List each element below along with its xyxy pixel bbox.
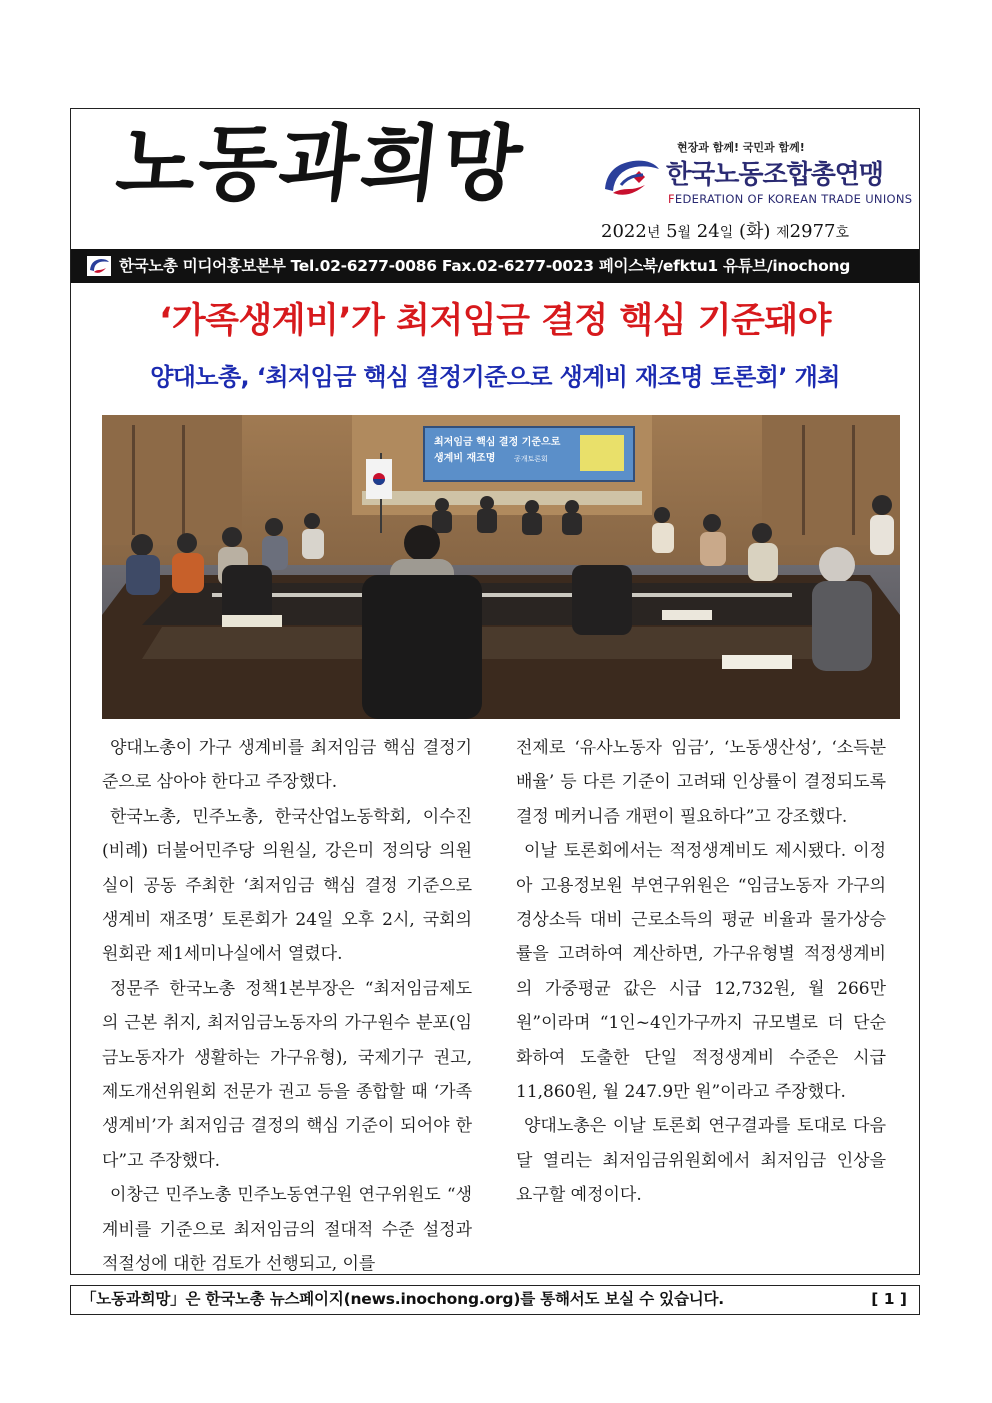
masthead bbox=[71, 109, 919, 247]
article-paragraph: 한국노총, 민주노총, 한국산업노동학회, 이수진(비례) 더불어민주당 의원실, 강은미 정의당 의원실이 공동 주최한 ‘최저임금 핵심 결정 기준으로 생계비 재조명’ 토론회가 24일 오후 2시, 국회의원회관 제1세미나실에서 열렸다. bbox=[102, 806, 472, 965]
federation-logo-icon bbox=[599, 155, 663, 203]
federation-name: 한국노동조합총연맹 bbox=[666, 160, 884, 190]
contact-bar bbox=[71, 249, 919, 283]
newsletter-page bbox=[70, 108, 920, 1275]
article-headline: ‘가족생계비’가 최저임금 결정 핵심 기준돼야 bbox=[159, 301, 831, 341]
federation-english-rest: EDERATION OF KOREAN TRADE UNIONS bbox=[674, 192, 913, 206]
article-paragraph: 양대노총은 이날 토론회 연구결과를 토대로 다음달 열리는 최저임금위원회에서 최저임금 인상을 요구할 예정이다. bbox=[516, 1116, 886, 1206]
issue-number: 2977 bbox=[789, 221, 836, 242]
federation-small-logo-icon bbox=[87, 256, 111, 276]
newsletter-title: 노동과희망 bbox=[111, 116, 529, 212]
article-body-right-column bbox=[516, 731, 886, 1213]
contact-bar-text: 한국노총 미디어홍보본부 Tel.02-6277-0086 Fax.02-6277-0023 페이스북/efktu1 유튜브/inochong bbox=[119, 257, 850, 275]
date-year: 2022 bbox=[601, 221, 647, 242]
date-day: 24 bbox=[696, 221, 720, 242]
footer-text: 「노동과희망」은 한국노총 뉴스페이지(news.inochong.org)를 통해서도 보실 수 있습니다. bbox=[81, 1290, 724, 1308]
article-paragraph: 전제로 ‘유사노동자 임금’, ‘노동생산성’, ‘소득분배율’ 등 다른 기준이 고려돼 인상률이 결정되도록 결정 메커니즘 개편이 필요하다”고 강조했다. bbox=[516, 738, 886, 827]
photo-banner-line1: 최저임금 핵심 결정 기준으로 bbox=[434, 437, 561, 448]
photo-banner-line2: 생계비 재조명 bbox=[434, 453, 496, 464]
article-paragraph: 이날 토론회에서는 적정생계비도 제시됐다. 이정아 고용정보원 부연구위원은 “임금노동자 가구의 경상소득 대비 근로소득의 평균 비율과 물가상승률을 고려하여 계산하면, 가구유형별 적정생계비의 가중평균 값은 시급 12,732원, 월 266만 원”이라며 “1인~4인가구까지 규모별로 더 단순화하여 도출한 단일 적정생계비 수준은 시급 11,860원, 월 247.9만 원”이라고 주장했다. bbox=[516, 841, 886, 1103]
conference-room-photo bbox=[102, 415, 900, 719]
federation-slogan: 현장과 함께! 국민과 함께! bbox=[677, 141, 805, 154]
photo-banner-tag: 공개토론회 bbox=[514, 455, 548, 463]
issue-unit: 호 bbox=[835, 225, 850, 241]
date-weekday: (화) bbox=[738, 221, 771, 242]
date-year-unit: 년 bbox=[646, 225, 661, 241]
page-number: [ 1 ] bbox=[871, 1290, 907, 1308]
article-photo bbox=[102, 415, 900, 719]
federation-english-name bbox=[668, 192, 912, 206]
article-paragraph: 정문주 한국노총 정책1본부장은 “최저임금제도의 근본 취지, 최저임금노동자의 가구원수 분포(임금노동자가 생활하는 가구유형), 국제기구 권고, 제도개선위원회 전문가 권고 등을 종합할 때 ‘가족생계비’가 최저임금 결정의 핵심 기준이 되어야 한다”고 주장했다. bbox=[102, 978, 472, 1171]
federation-english-initial: F bbox=[668, 192, 675, 206]
article-subheadline: 양대노총, ‘최저임금 핵심 결정기준으로 생계비 재조명 토론회’ 개최 bbox=[150, 363, 840, 391]
article-paragraph: 양대노총이 가구 생계비를 최저임금 핵심 결정기준으로 삼아야 한다고 주장했다. bbox=[102, 738, 472, 793]
date-day-unit: 일 bbox=[719, 225, 734, 241]
date-month: 5 bbox=[666, 221, 678, 242]
page-footer bbox=[70, 1285, 920, 1315]
dateline bbox=[601, 217, 849, 243]
issue-prefix: 제 bbox=[776, 225, 790, 241]
date-month-unit: 월 bbox=[677, 225, 692, 241]
article-body-left-column bbox=[102, 731, 472, 1282]
article-paragraph: 이창근 민주노총 민주노동연구원 연구위원도 “생계비를 기준으로 최저임금의 절대적 수준 설정과 적절성에 대한 검토가 선행되고, 이를 bbox=[102, 1185, 472, 1275]
